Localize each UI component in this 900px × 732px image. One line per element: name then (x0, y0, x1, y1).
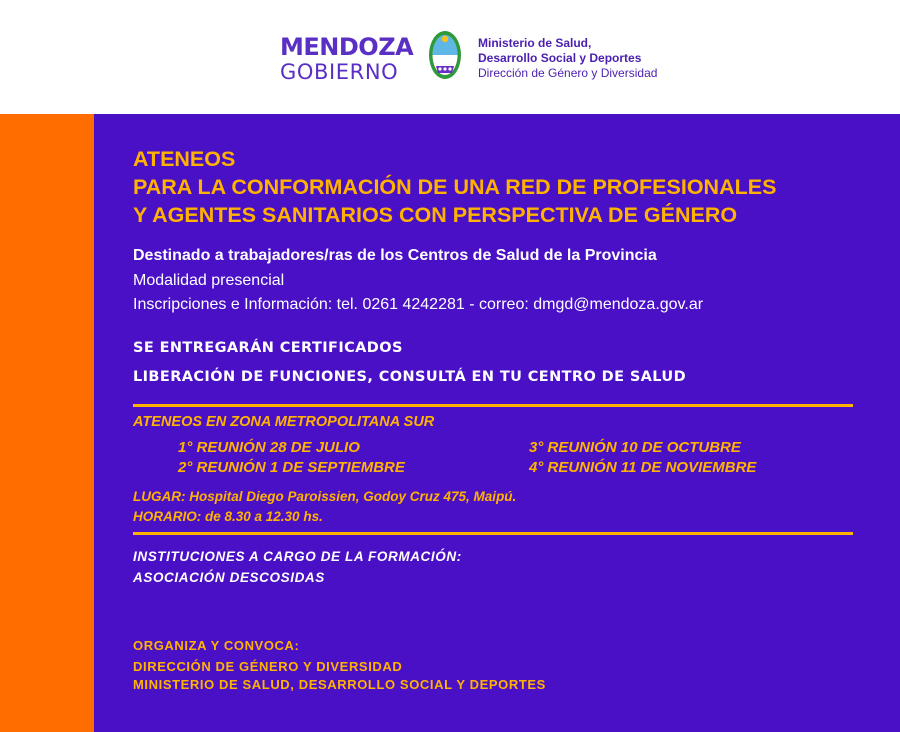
hours-text: HORARIO: de 8.30 a 12.30 hs. (133, 509, 323, 524)
organizer-1: DIRECCIÓN DE GÉNERO Y DIVERSIDAD (133, 659, 403, 674)
mendoza-gobierno-logo (280, 34, 420, 84)
divider-bottom (133, 532, 853, 535)
logo-line-gobierno: GOBIERNO (280, 60, 399, 84)
mendoza-shield-icon (427, 28, 463, 82)
logo-line-mendoza: MENDOZA (280, 33, 414, 61)
meeting-1: 1° REUNIÓN 28 DE JULIO (178, 439, 360, 456)
organizer-2: MINISTERIO DE SALUD, DESARROLLO SOCIAL Y DEPORTES (133, 677, 546, 692)
organizers-label: ORGANIZA Y CONVOCA: (133, 638, 300, 653)
event-title (133, 145, 776, 229)
title-line-3: Y AGENTES SANITARIOS CON PERSPECTIVA DE GÉNERO (133, 203, 738, 227)
zone-heading: ATENEOS EN ZONA METROPOLITANA SUR (133, 414, 435, 430)
location-text: LUGAR: Hospital Diego Paroissien, Godoy Cruz 475, Maipú. (133, 489, 517, 504)
header (0, 0, 900, 114)
ministry-line-1: Ministerio de Salud, (478, 36, 592, 50)
title-line-2: PARA LA CONFORMACIÓN DE UNA RED DE PROFESIONALES (133, 175, 777, 199)
meeting-4: 4° REUNIÓN 11 DE NOVIEMBRE (529, 459, 757, 476)
orange-side-bar (0, 114, 94, 732)
audience-text: Destinado a trabajadores/ras de los Centros de Salud de la Provincia (133, 247, 657, 264)
institutions-label: INSTITUCIONES A CARGO DE LA FORMACIÓN: (133, 549, 462, 564)
title-line-1: ATENEOS (133, 147, 236, 171)
certificates-notice: SE ENTREGARÁN CERTIFICADOS (133, 340, 403, 356)
modality-text: Modalidad presencial (133, 272, 285, 289)
meeting-2: 2° REUNIÓN 1 DE SEPTIEMBRE (178, 459, 405, 476)
divider-top (133, 404, 853, 407)
ministry-line-3: Dirección de Género y Diversidad (478, 66, 658, 80)
contact-text: Inscripciones e Información: tel. 0261 4242281 - correo: dmgd@mendoza.gov.ar (133, 296, 704, 313)
institutions-name: ASOCIACIÓN DESCOSIDAS (133, 570, 325, 585)
release-notice: LIBERACIÓN DE FUNCIONES, CONSULTÁ EN TU CENTRO DE SALUD (133, 369, 687, 385)
ministry-line-2: Desarrollo Social y Deportes (478, 51, 642, 65)
meeting-3: 3° REUNIÓN 10 DE OCTUBRE (529, 439, 741, 456)
ministry-block (478, 36, 718, 81)
